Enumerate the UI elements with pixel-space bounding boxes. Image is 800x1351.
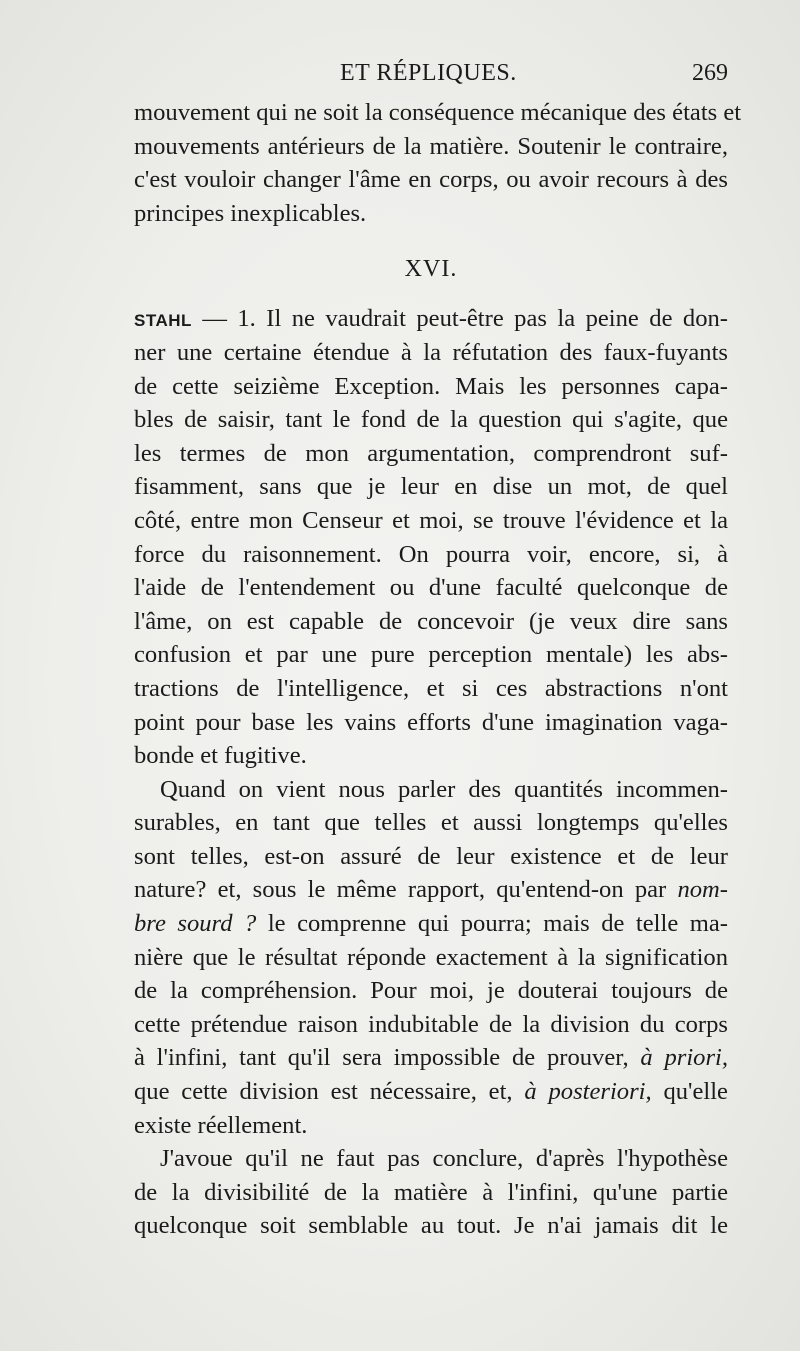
text-line: de cette seizième Exception. Mais les personnes capa- [134,372,728,400]
paragraph-2 [134,302,728,772]
text-line: sont telles, est-on assuré de leur existence et de leur [134,842,728,870]
text-line: les termes de mon argumentation, comprendront suf- [134,439,728,467]
text-line: mouvement qui ne soit la conséquence mécanique des états et [134,99,742,126]
text-line: force du raisonnement. On pourra voir, encore, si, à [134,540,728,568]
page-number: 269 [692,60,728,86]
text-fragment: le comprenne qui pourra; mais de telle ma- [267,910,729,938]
text-line [134,1041,728,1075]
text-line [134,302,728,336]
text-line: ner une certaine étendue à la réfutation des faux-fuyants [134,338,728,366]
paragraph-3 [134,773,728,1143]
text-line [134,1075,728,1109]
speaker-name: STAHL [134,311,192,331]
text-line: c'est vouloir changer l'âme en corps, ou avoir recours à des [134,166,728,194]
text-line: cette prétendue raison indubitable de la division du corps [134,1010,728,1038]
text-line: existe réellement. [134,1111,308,1139]
text-fragment: qu'elle [663,1078,728,1106]
text-line: l'âme, on est capable de concevoir (je veux dire sans [134,607,728,635]
text-fragment: à l'infini, tant qu'il sera impossible de prouver, [134,1044,629,1072]
text-fragment: que cette division est nécessaire, et, [134,1078,513,1106]
text-line [134,907,728,941]
italic-term: à priori, [640,1044,729,1072]
text-line: nière que le résultat réponde exactement à la signification [134,943,728,971]
text-line [134,873,728,907]
paragraph-1 [134,96,742,230]
text-line: tractions de l'intelligence, et si ces abstractions n'ont [134,674,728,702]
text-line: point pour base les vains efforts d'une imagination vaga- [134,708,728,736]
body-text [134,96,742,1243]
text-line: de la compréhension. Pour moi, je douterai toujours de [134,977,728,1005]
text-line: fisamment, sans que je leur en dise un mot, de quel [134,473,728,501]
italic-term: nom- [677,876,728,904]
text-fragment: nature? et, sous le même rapport, qu'entend-on par [134,876,667,904]
text-line: bonde et fugitive. [134,742,307,770]
text-line: Quand on vient nous parler des quantités incommen- [160,775,728,803]
text-line: bles de saisir, tant le fond de la question qui s'agite, que [134,406,728,434]
italic-term: bre sourd ? [134,910,257,938]
running-title: ET RÉPLIQUES. [340,60,517,86]
section-heading: XVI. [404,256,458,283]
italic-term: à posteriori, [524,1078,652,1106]
text-line: côté, entre mon Censeur et moi, se trouve l'évidence et la [134,506,728,534]
text-line: confusion et par une pure perception mentale) les abs- [134,641,728,669]
text-line: surables, en tant que telles et aussi longtemps qu'elles [134,809,728,837]
text-line: J'avoue qu'il ne faut pas conclure, d'après l'hypothèse [160,1145,728,1173]
text-line: mouvements antérieurs de la matière. Soutenir le contraire, [134,132,728,160]
text-line: quelconque soit semblable au tout. Je n'ai jamais dit le [134,1212,728,1240]
text-line: l'aide de l'entendement ou d'une faculté quelconque de [134,574,728,602]
text-line: principes inexplicables. [134,199,367,227]
page-header [134,60,728,90]
text-fragment: — 1. Il ne vaudrait peut-être pas la peine de don- [202,305,728,333]
text-line: de la divisibilité de la matière à l'infini, qu'une partie [134,1178,728,1206]
paragraph-4 [134,1142,728,1243]
